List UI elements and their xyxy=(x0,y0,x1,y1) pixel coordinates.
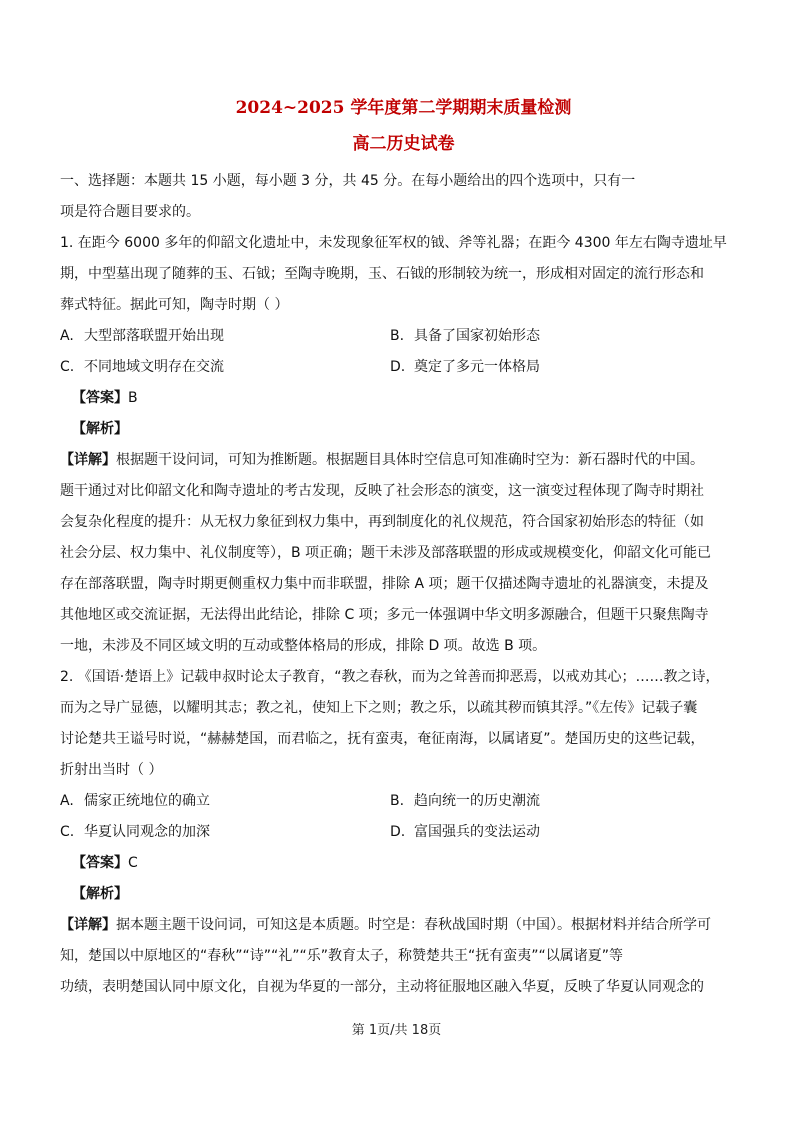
option-c xyxy=(60,352,390,383)
option-text: 儒家正统地位的确立 xyxy=(84,793,210,809)
exam-title: 2024~2025 学年度第二学期期末质量检测 xyxy=(235,98,572,118)
option-letter: A. xyxy=(60,328,74,344)
option-c xyxy=(60,817,390,848)
option-text: 趋向统一的历史潮流 xyxy=(414,793,540,809)
option-d xyxy=(390,352,735,383)
option-d xyxy=(390,817,735,848)
answer-value: C xyxy=(128,855,138,871)
detail-line xyxy=(60,445,735,476)
question-2-stem-line: 2. 《国语·楚语上》记载申叔时论太子教育，“教之春秋，而为之耸善而抑恶焉，以戒劝其心；……教之诗， xyxy=(60,669,720,685)
detail-line: 其他地区或交流证据，无法得出此结论，排除 C 项；多元一体强调中华文明多源融合，但题干只聚焦陶寺 xyxy=(60,607,709,623)
option-letter: B. xyxy=(390,328,405,344)
detail-line: 知，楚国以中原地区的“春秋”“诗”“礼”“乐”教育太子，称赞楚共王“抚有蛮夷”“以属诸夏”等 xyxy=(60,948,624,964)
detail-line xyxy=(60,910,735,941)
exam-subtitle: 高二历史试卷 xyxy=(352,134,455,154)
question-2-stem-line: 讨论楚共王谥号时说，“赫赫楚国，而君临之，抚有蛮夷，奄征南海，以属诸夏”。楚国历史的这些记载， xyxy=(60,731,705,747)
option-letter: C. xyxy=(60,359,75,375)
section-intro-line-2: 项是符合题目要求的。 xyxy=(60,204,200,220)
detail-line: 一地，未涉及不同区域文明的互动或整体格局的形成，排除 D 项。故选 B 项。 xyxy=(60,638,547,654)
detail-text: 根据题干设问词，可知为推断题。根据题目具体时空信息可知准确时空为：新石器时代的中国。 xyxy=(116,452,704,468)
question-2-stem-line: 折射出当时（ ） xyxy=(60,762,163,778)
question-1-stem-line: 葬式特征。据此可知，陶寺时期（ ） xyxy=(60,297,289,313)
detail-text: 据本题主题干设问词，可知这是本质题。时空是：春秋战国时期（中国）。根据材料并结合所学可 xyxy=(116,917,711,933)
answer-line xyxy=(72,848,735,879)
answer-value: B xyxy=(128,390,138,406)
option-b xyxy=(390,321,735,352)
detail-tag: 【详解】 xyxy=(60,917,116,933)
option-letter: C. xyxy=(60,824,75,840)
analysis-line xyxy=(72,879,735,910)
question-2-options xyxy=(60,786,735,848)
option-a xyxy=(60,786,390,817)
page-footer: 第 1页/共 18页 xyxy=(351,1023,442,1038)
detail-line: 存在部落联盟，陶寺时期更侧重权力集中而非联盟，排除 A 项；题干仅描述陶寺遗址的礼器演变，未提及 xyxy=(60,576,709,592)
detail-line: 会复杂化程度的提升：从无权力象征到权力集中，再到制度化的礼仪规范，符合国家初始形态的特征（如 xyxy=(60,514,704,530)
option-text: 富国强兵的变法运动 xyxy=(414,824,540,840)
detail-line: 题干通过对比仰韶文化和陶寺遗址的考古发现，反映了社会形态的演变，这一演变过程体现了陶寺时期社 xyxy=(60,483,704,499)
analysis-line xyxy=(72,414,735,445)
question-1-options xyxy=(60,321,735,383)
detail-line: 社会分层、权力集中、礼仪制度等），B 项正确；题干未涉及部落联盟的形成或规模变化，仰韶文化可能已 xyxy=(60,545,712,561)
option-letter: D. xyxy=(390,824,406,840)
option-a xyxy=(60,321,390,352)
option-letter: D. xyxy=(390,359,406,375)
question-1-stem-line: 1. 在距今 6000 多年的仰韶文化遗址中，未发现象征军权的钺、斧等礼器；在距今 4300 年左右陶寺遗址早 xyxy=(60,235,727,251)
option-text: 具备了国家初始形态 xyxy=(414,328,540,344)
answer-tag: 【答案】 xyxy=(72,855,128,871)
analysis-tag: 【解析】 xyxy=(72,886,128,902)
option-text: 奠定了多元一体格局 xyxy=(414,359,540,375)
option-text: 大型部落联盟开始出现 xyxy=(84,328,224,344)
question-1 xyxy=(60,228,735,662)
detail-tag: 【详解】 xyxy=(60,452,116,468)
section-intro-line-1: 一、选择题：本题共 15 小题，每小题 3 分，共 45 分。在每小题给出的四个选项中，只有一 xyxy=(60,173,636,189)
question-2-stem-line: 而为之导广显德，以耀明其志；教之礼，使知上下之则；教之乐，以疏其秽而镇其浮。”《左传》记载子囊 xyxy=(60,700,698,716)
option-letter: A. xyxy=(60,793,74,809)
detail-line: 功绩，表明楚国认同中原文化，自视为华夏的一部分，主动将征服地区融入华夏，反映了华夏认同观念的 xyxy=(60,979,704,995)
option-letter: B. xyxy=(390,793,405,809)
option-b xyxy=(390,786,735,817)
answer-line xyxy=(72,383,735,414)
option-text: 不同地域文明存在交流 xyxy=(84,359,224,375)
answer-tag: 【答案】 xyxy=(72,390,128,406)
question-1-stem-line: 期，中型墓出现了随葬的玉、石钺；至陶寺晚期，玉、石钺的形制较为统一，形成相对固定的流行形态和 xyxy=(60,266,704,282)
analysis-tag: 【解析】 xyxy=(72,421,128,437)
option-text: 华夏认同观念的加深 xyxy=(84,824,210,840)
question-2 xyxy=(60,662,735,1003)
